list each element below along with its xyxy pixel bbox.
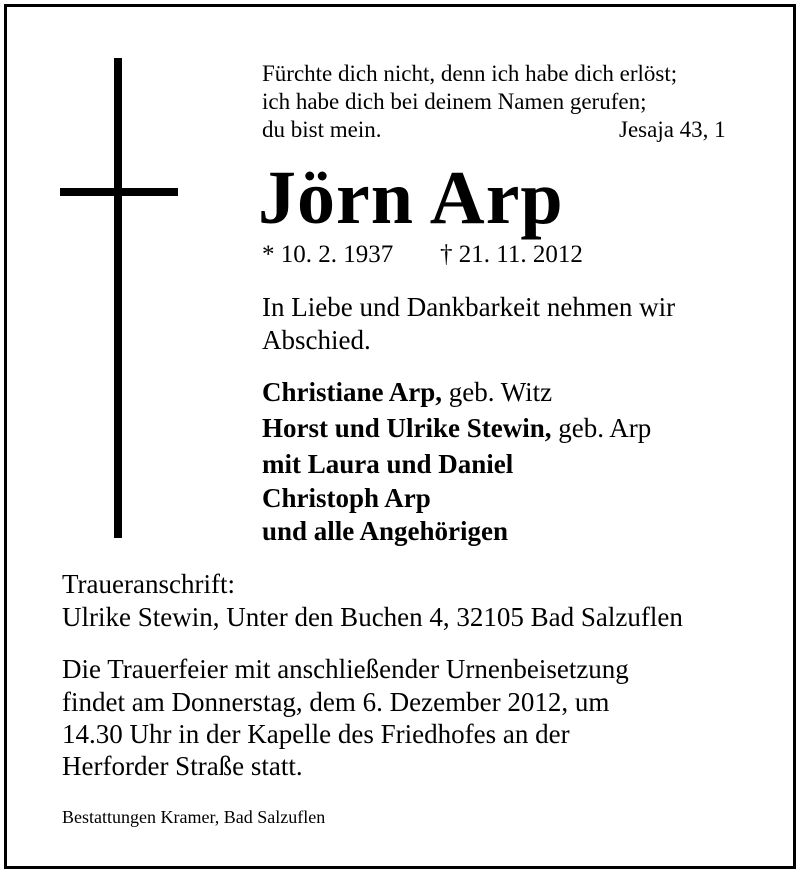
address-label: Traueranschrift: bbox=[62, 569, 235, 599]
undertaker: Bestattungen Kramer, Bad Salzuflen bbox=[62, 807, 326, 827]
farewell-line-1: In Liebe und Dankbarkeit nehmen wir bbox=[262, 292, 676, 322]
mourner-detail: geb. Arp bbox=[551, 413, 652, 443]
ceremony-line-2: findet am Donnerstag, dem 6. Dezember 2012, um bbox=[62, 687, 610, 717]
verse-line-3: du bist mein. bbox=[262, 117, 382, 142]
farewell-line-2: Abschied. bbox=[262, 325, 371, 355]
mourner-name: Christoph Arp bbox=[262, 483, 431, 513]
birth-date: * 10. 2. 1937 bbox=[262, 241, 394, 268]
ceremony-line-3: 14.30 Uhr in der Kapelle des Friedhofes an der bbox=[62, 719, 570, 749]
mourner-line bbox=[262, 376, 552, 409]
cross-vertical-bar bbox=[114, 58, 122, 538]
mourner-line bbox=[262, 448, 513, 481]
verse-reference: Jesaja 43, 1 bbox=[619, 117, 726, 142]
ceremony-line-4: Herforder Straße statt. bbox=[62, 751, 303, 781]
mourner-name: mit Laura und Daniel bbox=[262, 449, 514, 479]
deceased-name: Jörn Arp bbox=[258, 156, 564, 240]
ceremony-line-1: Die Trauerfeier mit anschließender Urnenbeisetzung bbox=[62, 654, 629, 684]
verse-line-2: ich habe dich bei deinem Namen gerufen; bbox=[262, 89, 647, 114]
mourner-name: Christiane Arp, bbox=[262, 377, 443, 407]
mourner-name: und alle Angehörigen bbox=[262, 516, 509, 546]
mourner-detail: geb. Witz bbox=[442, 377, 553, 407]
death-date: † 21. 11. 2012 bbox=[440, 241, 583, 268]
cross-horizontal-bar bbox=[60, 188, 178, 196]
mourner-line bbox=[262, 515, 508, 548]
mourner-line bbox=[262, 412, 651, 445]
verse-line-1: Fürchte dich nicht, denn ich habe dich erlöst; bbox=[262, 61, 678, 86]
address-value: Ulrike Stewin, Unter den Buchen 4, 32105 Bad Salzuflen bbox=[62, 602, 683, 632]
mourner-name: Horst und Ulrike Stewin, bbox=[262, 413, 552, 443]
mourner-line bbox=[262, 482, 431, 515]
